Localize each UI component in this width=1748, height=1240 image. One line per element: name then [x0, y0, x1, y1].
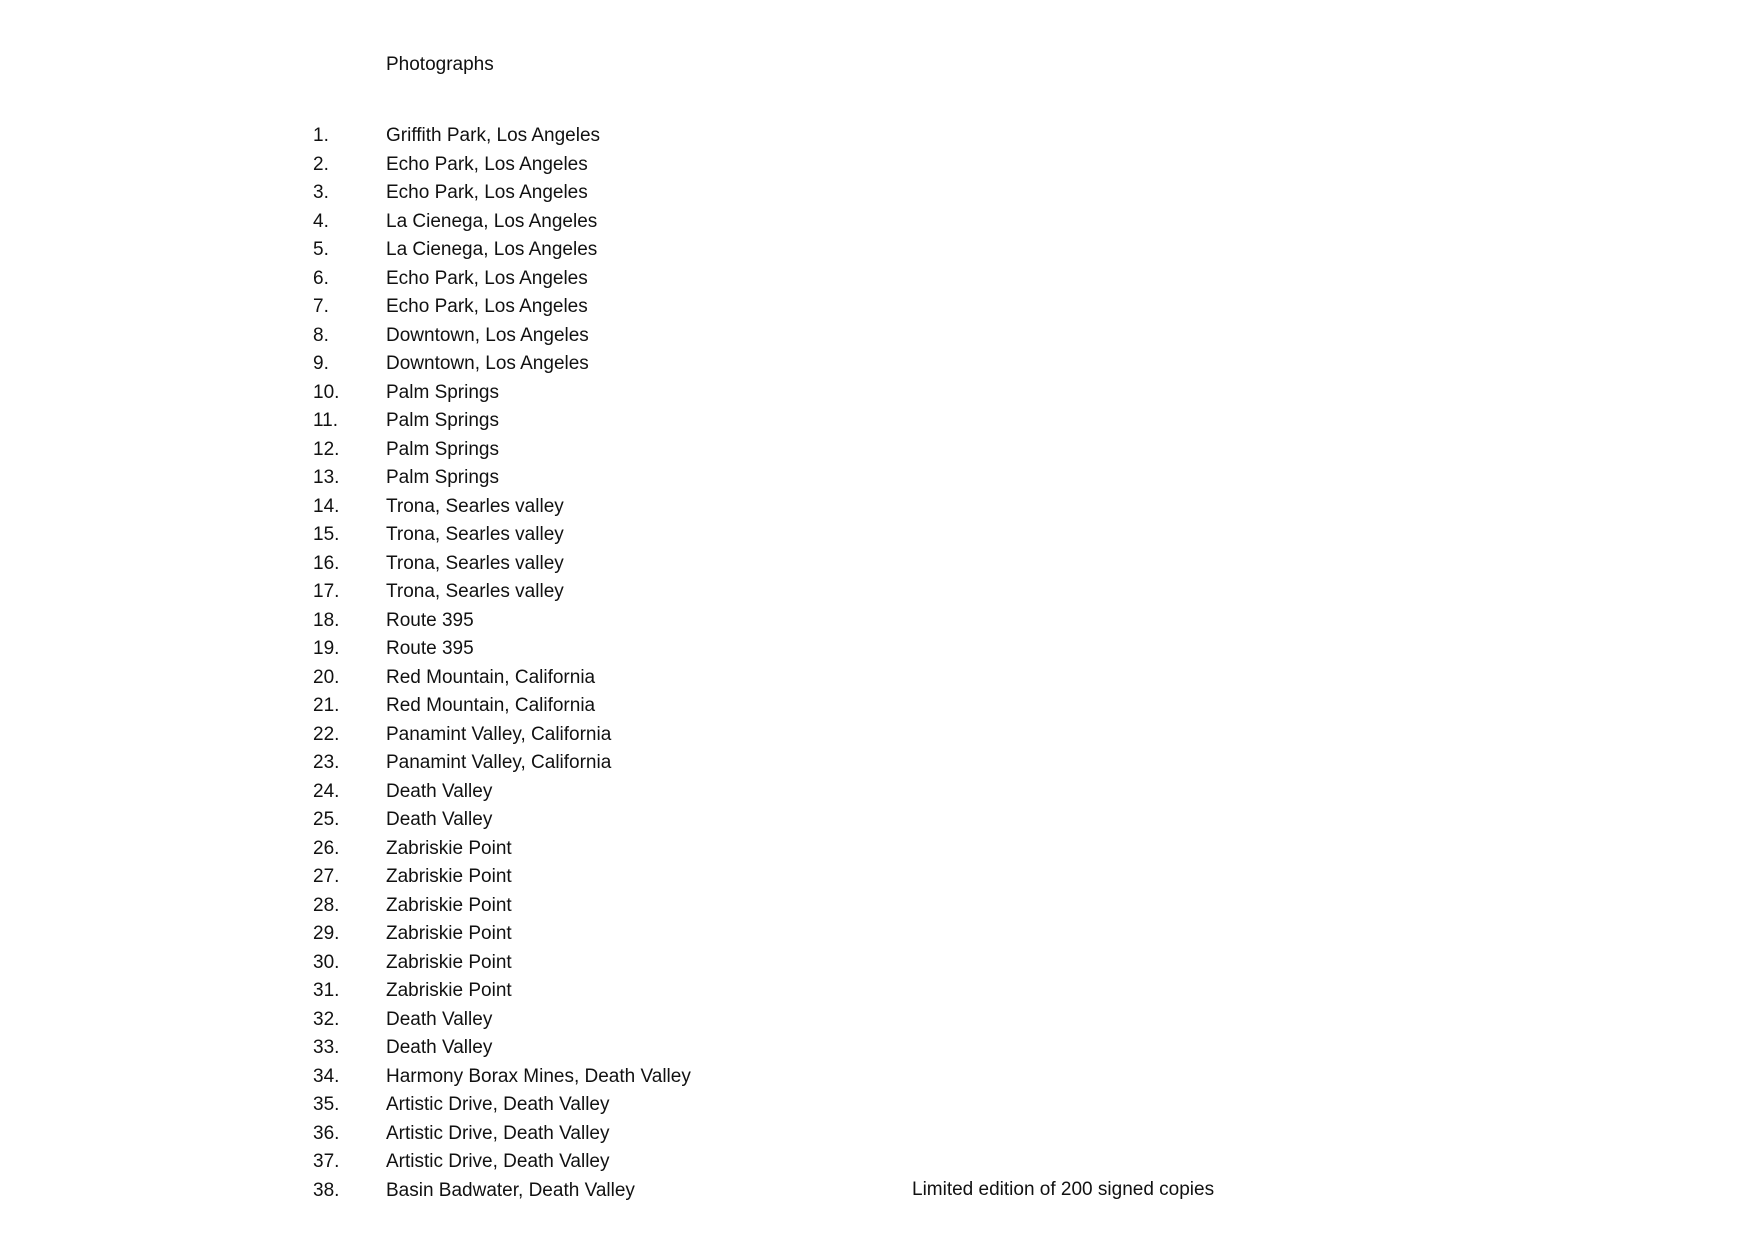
- item-number: 3.: [313, 182, 329, 203]
- item-number: 8.: [313, 324, 329, 346]
- item-location: Panamint Valley, California: [386, 723, 612, 745]
- item-number: 25.: [313, 809, 340, 830]
- item-number: 29.: [313, 923, 340, 944]
- item-location: Panamint Valley, California: [386, 752, 612, 773]
- item-number: 13.: [313, 467, 340, 488]
- item-location: Trona, Searles valley: [386, 581, 564, 602]
- item-location: Zabriskie Point: [386, 980, 512, 1001]
- item-number: 24.: [313, 780, 340, 802]
- item-location: Echo Park, Los Angeles: [386, 153, 588, 175]
- item-number: 26.: [313, 837, 340, 859]
- item-location: Zabriskie Point: [386, 866, 512, 887]
- item-location: Zabriskie Point: [386, 837, 512, 859]
- item-location: Basin Badwater, Death Valley: [386, 1179, 635, 1201]
- item-number: 17.: [313, 581, 340, 602]
- item-number: 22.: [313, 723, 340, 745]
- item-number: 15.: [313, 524, 340, 545]
- item-number: 14.: [313, 495, 340, 517]
- item-location: Echo Park, Los Angeles: [386, 296, 588, 317]
- item-number: 10.: [313, 381, 340, 403]
- item-number: 31.: [313, 980, 340, 1001]
- item-location: Death Valley: [386, 1037, 493, 1058]
- item-location: Palm Springs: [386, 467, 499, 488]
- item-location: Trona, Searles valley: [386, 552, 564, 574]
- item-location: Palm Springs: [386, 438, 499, 460]
- item-location: La Cienega, Los Angeles: [386, 239, 598, 260]
- item-number: 1.: [313, 125, 329, 146]
- item-location: Trona, Searles valley: [386, 495, 564, 517]
- item-location: Zabriskie Point: [386, 894, 512, 916]
- item-number: 9.: [313, 353, 329, 374]
- item-location: Artistic Drive, Death Valley: [386, 1122, 610, 1144]
- item-location: La Cienega, Los Angeles: [386, 210, 598, 232]
- item-location: Death Valley: [386, 780, 493, 802]
- item-number: 7.: [313, 296, 329, 317]
- page-title: Photographs: [386, 54, 494, 75]
- item-number: 11.: [313, 410, 339, 431]
- item-location: Artistic Drive, Death Valley: [386, 1151, 610, 1172]
- item-number: 28.: [313, 894, 340, 916]
- item-location: Echo Park, Los Angeles: [386, 182, 588, 203]
- item-location: Palm Springs: [386, 410, 499, 431]
- item-number: 38.: [313, 1179, 340, 1201]
- item-location: Red Mountain, California: [386, 666, 596, 688]
- item-number: 33.: [313, 1037, 340, 1058]
- item-location: Harmony Borax Mines, Death Valley: [386, 1065, 691, 1087]
- item-number: 2.: [313, 153, 329, 175]
- item-number: 20.: [313, 666, 340, 688]
- item-location: Zabriskie Point: [386, 951, 512, 973]
- item-number: 5.: [313, 239, 329, 260]
- item-location: Route 395: [386, 609, 474, 631]
- item-number: 30.: [313, 951, 340, 973]
- item-number: 23.: [313, 752, 340, 773]
- item-number: 6.: [313, 267, 329, 289]
- item-number: 16.: [313, 552, 340, 574]
- edition-note: Limited edition of 200 signed copies: [912, 1179, 1215, 1200]
- item-number: 19.: [313, 638, 340, 659]
- item-location: Downtown, Los Angeles: [386, 324, 589, 346]
- item-location: Zabriskie Point: [386, 923, 512, 944]
- item-location: Downtown, Los Angeles: [386, 353, 589, 374]
- item-location: Death Valley: [386, 1008, 493, 1030]
- item-number: 37.: [313, 1151, 340, 1172]
- item-number: 21.: [313, 695, 340, 716]
- item-number: 35.: [313, 1094, 340, 1115]
- item-location: Death Valley: [386, 809, 493, 830]
- item-location: Route 395: [386, 638, 474, 659]
- item-location: Echo Park, Los Angeles: [386, 267, 588, 289]
- item-location: Artistic Drive, Death Valley: [386, 1094, 610, 1115]
- item-number: 34.: [313, 1065, 340, 1087]
- item-number: 18.: [313, 609, 340, 631]
- item-number: 36.: [313, 1122, 340, 1144]
- item-location: Red Mountain, California: [386, 695, 596, 716]
- item-location: Griffith Park, Los Angeles: [386, 125, 601, 146]
- item-number: 27.: [313, 866, 340, 887]
- item-number: 12.: [313, 438, 340, 460]
- item-number: 4.: [313, 210, 329, 232]
- item-number: 32.: [313, 1008, 340, 1030]
- item-location: Palm Springs: [386, 381, 499, 403]
- item-location: Trona, Searles valley: [386, 524, 564, 545]
